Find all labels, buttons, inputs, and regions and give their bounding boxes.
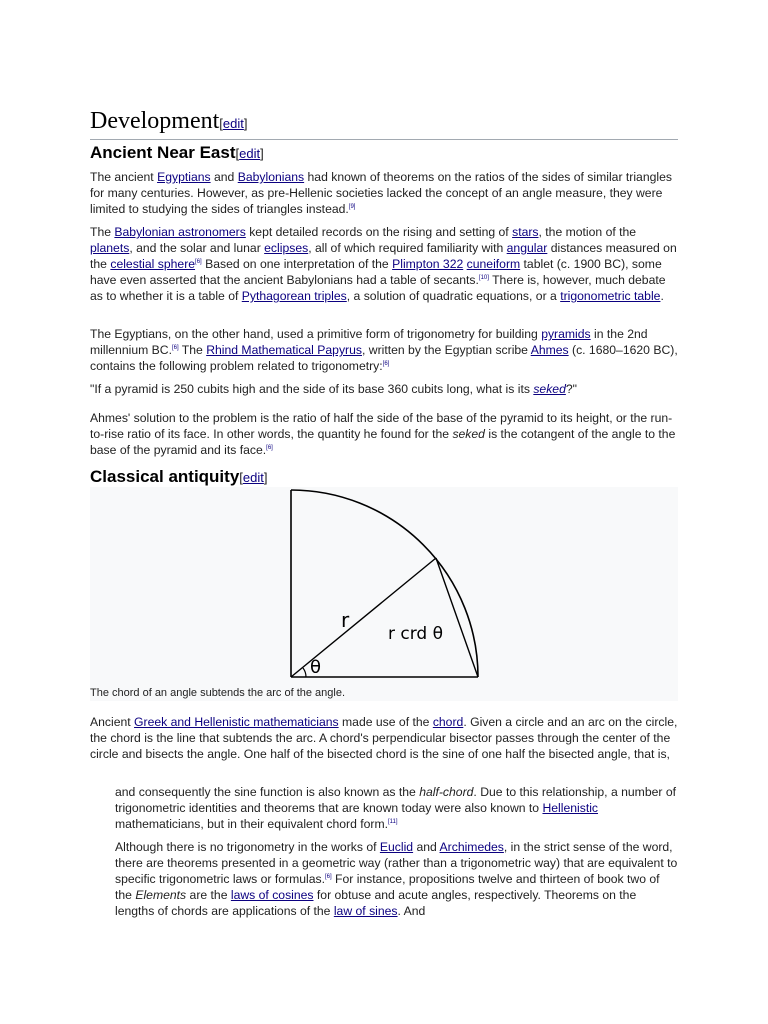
- link-pyramids[interactable]: pyramids: [541, 327, 591, 341]
- figure-caption: The chord of an angle subtends the arc of the angle.: [90, 687, 346, 699]
- paragraph-egyptians-babylonians: The ancient Egyptians and Babylonians had known of theorems on the ratios of the sides of similar triangles for many centuries. However, as pre-Hellenic societies lacked the concept of an angle measure, they were limited to studying the sides of triangles instead.[9]: [90, 170, 672, 216]
- heading-classical-antiquity: [90, 466, 268, 489]
- link-seked[interactable]: seked: [533, 382, 566, 396]
- link-euclid[interactable]: Euclid: [379, 840, 414, 854]
- quote-pyramid-problem: "If a pyramid is 250 cubits high and the side of its base 360 cubits long, what is its seked?": [90, 382, 577, 396]
- edit-link-classical-antiquity[interactable]: [edit]: [239, 470, 268, 485]
- link-egyptians[interactable]: Egyptians: [157, 170, 211, 184]
- link-angular[interactable]: angular: [506, 241, 548, 255]
- link-stars[interactable]: stars: [512, 225, 539, 239]
- reference-11[interactable]: [11]: [388, 819, 398, 825]
- heading-development: [90, 106, 678, 140]
- reference-6[interactable]: [6]: [266, 445, 273, 451]
- reference-6[interactable]: [6]: [171, 345, 179, 351]
- edit-link-development[interactable]: [edit]: [219, 116, 248, 131]
- arc: [291, 490, 478, 677]
- paragraph-ahmes-solution: Ahmes' solution to the problem is the ratio of half the side of the base of the pyramid to its height, or the run-to-rise ratio of its face. In other words, the quantity he found for the seked is the cotangent of the angle to the base of the pyramid and its face.[6]: [90, 411, 676, 457]
- paragraph-babylonian-astronomers: The Babylonian astronomers kept detailed records on the rising and setting of stars, the motion of the planets, and the solar and lunar eclipses, all of which required familiarity with angular distances measured on the celestial sphere[6] Based on one interpretation of the Plimpton 322 cuneiform tablet (c. 1900 BC), some have even asserted that the ancient Babylonians had a table of secants.[10] There is, however, much debate as to whether it is a table of Pythagorean triples, a solution of quadratic equations, or a trigonometric table.: [90, 225, 677, 303]
- link-pythagorean-triples[interactable]: Pythagorean triples: [241, 289, 347, 303]
- label-theta: θ: [310, 657, 322, 678]
- link-law-of-sines[interactable]: law of sines: [333, 904, 398, 918]
- heading-ancient-near-east-text: Ancient Near East: [90, 143, 236, 162]
- link-cuneiform[interactable]: cuneiform: [466, 257, 521, 271]
- paragraph-egyptian-pyramids: The Egyptians, on the other hand, used a primitive form of trigonometry for building pyramids in the 2nd millennium BC.[6] The Rhind Mathematical Papyrus, written by the Egyptian scribe Ahmes (c. 1680–1620 BC), contains the following problem related to trigonometry:[6]: [90, 327, 678, 373]
- reference-9[interactable]: [9]: [348, 204, 356, 210]
- heading-development-text: Development: [90, 108, 220, 134]
- paragraph-euclid-archimedes: Although there is no trigonometry in the works of Euclid and Archimedes, in the strict sense of the word, there are theorems presented in a geometric way (rather than a trigonometric way) that are equivalent to specific trigonometric laws or formulas.[6] For instance, propositions twelve and thirteen of book two of the Elements are the laws of cosines for obtuse and acute angles, respectively. Theorems on the lengths of chords are applications of the law of sines. And: [115, 840, 678, 918]
- link-plimpton-322[interactable]: Plimpton 322: [392, 257, 464, 271]
- label-r: r: [341, 608, 350, 632]
- chord-line: [436, 558, 478, 677]
- paragraph-greek-mathematicians: Ancient Greek and Hellenistic mathematicians made use of the chord. Given a circle and an arc on the circle, the chord is the line that subtends the arc. A chord's perpendicular bisector passes through the center of the circle and bisects the angle. One half of the bisected chord is the sine of one half the bisected angle, that is,: [90, 715, 678, 761]
- edit-link-text[interactable]: edit: [242, 470, 264, 485]
- link-eclipses[interactable]: eclipses: [264, 241, 309, 255]
- label-r-crd-theta: r crd θ: [388, 624, 444, 644]
- link-archimedes[interactable]: Archimedes: [439, 840, 504, 854]
- paragraph-half-chord: and consequently the sine function is also known as the half-chord. Due to this relationship, a number of trigonometric identities and theorems that are known today were also known to Hellenistic mathematicians, but in their equivalent chord form.[11]: [115, 785, 676, 831]
- link-celestial-sphere[interactable]: celestial sphere: [110, 257, 196, 271]
- link-laws-of-cosines[interactable]: laws of cosines: [230, 888, 314, 902]
- link-hellenistic[interactable]: Hellenistic: [542, 801, 599, 815]
- link-babylonians[interactable]: Babylonians: [237, 170, 305, 184]
- link-trigonometric-table[interactable]: trigonometric table: [560, 289, 661, 303]
- figure-chord-diagram: [90, 487, 678, 701]
- reference-6[interactable]: [6]: [382, 361, 390, 367]
- edit-link-ancient-near-east[interactable]: [edit]: [235, 146, 264, 161]
- reference-6[interactable]: [6]: [324, 874, 332, 880]
- edit-link-text[interactable]: edit: [222, 116, 244, 131]
- link-chord[interactable]: chord: [432, 715, 464, 729]
- link-babylonian-astronomers[interactable]: Babylonian astronomers: [114, 225, 246, 239]
- link-planets[interactable]: planets: [90, 241, 130, 255]
- heading-ancient-near-east: [90, 142, 264, 165]
- link-greek-hellenistic-mathematicians[interactable]: Greek and Hellenistic mathematicians: [134, 715, 339, 729]
- angle-arc: [303, 668, 306, 677]
- reference-10[interactable]: [10]: [478, 275, 489, 281]
- heading-classical-antiquity-text: Classical antiquity: [90, 467, 240, 486]
- chord-diagram: [288, 487, 482, 683]
- reference-6[interactable]: [6]: [195, 259, 202, 265]
- link-rhind-papyrus[interactable]: Rhind Mathematical Papyrus: [206, 343, 362, 357]
- link-ahmes[interactable]: Ahmes: [530, 343, 569, 357]
- edit-link-text[interactable]: edit: [239, 146, 261, 161]
